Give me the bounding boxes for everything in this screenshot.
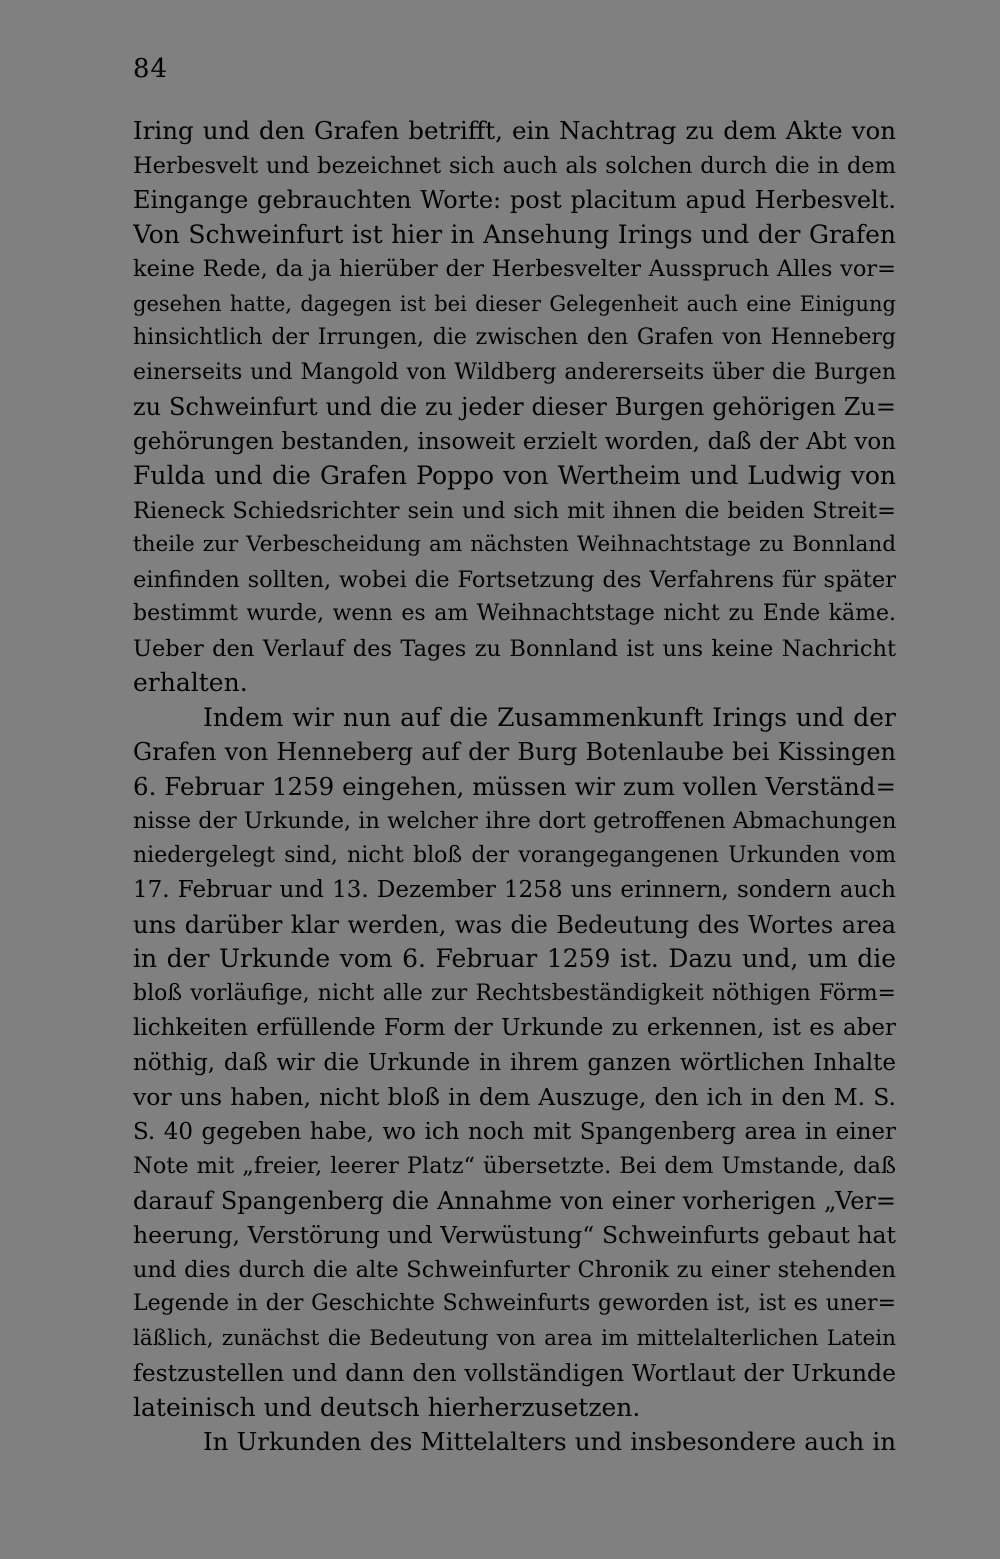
text-line: lateinisch und deutsch hierherzusetzen. — [133, 1392, 641, 1422]
text-line: Grafen von Henneberg auf der Burg Botenlaube bei Kissingen — [133, 738, 896, 766]
text-line: Fulda und die Grafen Poppo von Wertheim und Ludwig von — [133, 461, 896, 490]
text-line: 6. Februar 1259 eingehen, müssen wir zum vollen Verständ= — [133, 771, 896, 801]
text-line: Legende in der Geschichte Schweinfurts geworden ist, ist es uner= — [133, 1291, 896, 1316]
text-line: bestimmt wurde, wenn es am Weihnachtstage nicht zu Ende käme. — [133, 601, 896, 626]
text-line: in der Urkunde vom 6. Februar 1259 ist. Dazu und, um die — [133, 944, 896, 973]
text-line: Von Schweinfurt ist hier in Ansehung Irings und der Grafen — [133, 219, 896, 249]
text-line: festzustellen und dann den vollständigen Wortlaut der Urkunde — [133, 1359, 896, 1387]
text-line: In Urkunden des Mittelalters und insbesondere auch in — [203, 1427, 896, 1456]
text-line: 17. Februar und 13. Dezember 1258 uns erinnern, sondern auch — [133, 877, 896, 903]
page-number: 84 — [133, 54, 169, 84]
text-line: keine Rede, da ja hierüber der Herbesvelter Ausspruch Alles vor= — [133, 256, 896, 282]
text-line: darauf Spangenberg die Annahme von einer vorherigen „Ver= — [133, 1186, 896, 1215]
text-line: Note mit „freier, leerer Platz“ übersetzte. Bei dem Umstande, daß — [133, 1153, 896, 1179]
text-line: heerung, Verstörung und Verwüstung“ Schweinfurts gebaut hat — [133, 1221, 896, 1249]
page-body-text — [133, 114, 896, 1460]
text-line: nisse der Urkunde, in welcher ihre dort getroffenen Abmachungen — [133, 808, 896, 834]
text-line: vor uns haben, nicht bloß in dem Auszuge, den ich in den M. S. — [133, 1083, 896, 1111]
text-line: Rieneck Schiedsrichter sein und sich mit ihnen die beiden Streit= — [133, 497, 896, 524]
text-line: läßlich, zunächst die Bedeutung von area im mittelalterlichen Latein — [133, 1325, 896, 1351]
text-line: einerseits und Mangold von Wildberg andererseits über die Burgen — [133, 359, 896, 385]
text-line: zu Schweinfurt und die zu jeder dieser Burgen gehörigen Zu= — [133, 393, 896, 421]
text-line: bloß vorläufige, nicht alle zur Rechtsbeständigkeit nöthigen Förm= — [133, 980, 896, 1006]
text-line: nöthig, daß wir die Urkunde in ihrem ganzen wörtlichen Inhalte — [133, 1049, 896, 1076]
text-line: hinsichtlich der Irrungen, die zwischen den Grafen von Henneberg — [133, 325, 896, 350]
text-line: theile zur Verbescheidung am nächsten Weihnachtstage zu Bonnland — [133, 532, 896, 557]
text-line: uns darüber klar werden, was die Bedeutung des Wortes area — [133, 910, 896, 939]
text-line: niedergelegt sind, nicht bloß der vorangegangenen Urkunden vom — [133, 842, 896, 868]
text-line: lichkeiten erfüllende Form der Urkunde zu erkennen, ist es aber — [133, 1015, 896, 1041]
text-line: Iring und den Grafen betrifft, ein Nachtrag zu dem Akte von — [133, 116, 896, 145]
text-line: und dies durch die alte Schweinfurter Chronik zu einer stehenden — [133, 1256, 896, 1283]
text-line: Ueber den Verlauf des Tages zu Bonnland ist uns keine Nachricht — [133, 635, 896, 662]
text-line: Eingange gebrauchten Worte: post placitum apud Herbesvelt. — [133, 186, 896, 214]
text-line: S. 40 gegeben habe, wo ich noch mit Spangenberg area in einer — [133, 1118, 896, 1145]
text-line: gesehen hatte, dagegen ist bei dieser Gelegenheit auch eine Einigung — [133, 291, 896, 316]
text-line: erhalten. — [133, 668, 248, 697]
text-line: Indem wir nun auf die Zusammenkunft Irings und der — [203, 702, 896, 732]
text-line: Herbesvelt und bezeichnet sich auch als solchen durch die in dem — [133, 152, 896, 179]
text-line: gehörungen bestanden, insoweit erzielt worden, daß der Abt von — [133, 428, 896, 455]
text-line: einfinden sollten, wobei die Fortsetzung des Verfahrens für später — [133, 566, 896, 593]
